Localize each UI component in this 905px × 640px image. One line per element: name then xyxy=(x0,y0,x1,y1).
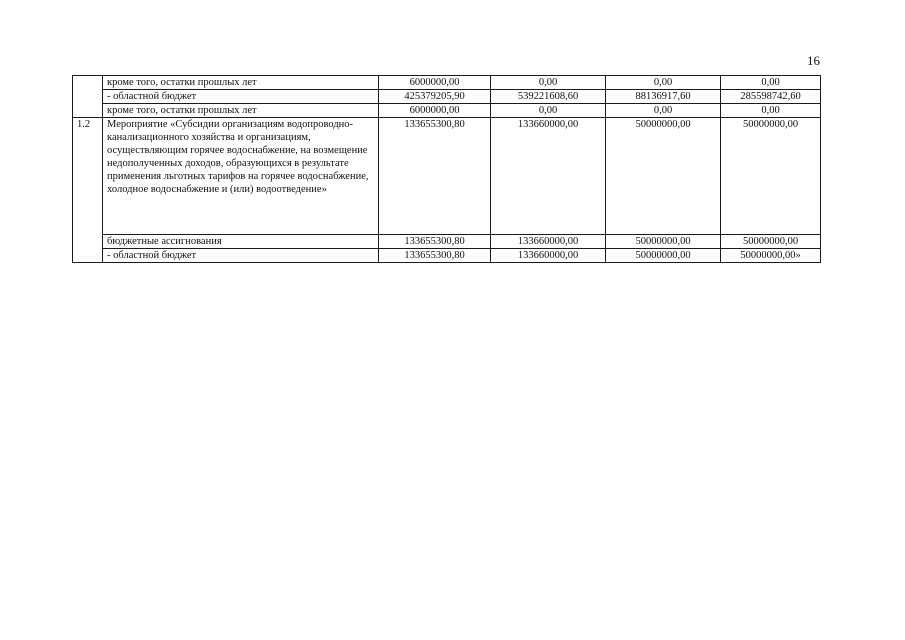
row-name-cell: кроме того, остатки прошлых лет xyxy=(103,104,379,118)
budget-table xyxy=(72,75,821,263)
value-cell-4: 50000000,00» xyxy=(721,249,821,263)
table-row xyxy=(73,118,821,235)
row-name-cell: бюджетные ассигнования xyxy=(103,235,379,249)
table-row xyxy=(73,249,821,263)
value-cell-3: 50000000,00 xyxy=(606,249,721,263)
value-cell-1: 425379205,90 xyxy=(379,90,491,104)
table-row xyxy=(73,76,821,90)
value-cell-2: 133660000,00 xyxy=(491,235,606,249)
value-cell-4: 50000000,00 xyxy=(721,118,821,235)
table-row xyxy=(73,235,821,249)
value-cell-2: 133660000,00 xyxy=(491,118,606,235)
value-cell-1: 133655300,80 xyxy=(379,235,491,249)
value-cell-1: 6000000,00 xyxy=(379,104,491,118)
value-cell-4: 0,00 xyxy=(721,76,821,90)
value-cell-1: 133655300,80 xyxy=(379,249,491,263)
row-name-cell: - областной бюджет xyxy=(103,249,379,263)
page-number: 16 xyxy=(807,53,820,68)
value-cell-2: 0,00 xyxy=(491,104,606,118)
value-cell-4: 50000000,00 xyxy=(721,235,821,249)
row-name-cell: Мероприятие «Субсидии организациям водопроводно-канализационного хозяйства и организациям, осуществляющим горячее водоснабжение, на возмещение недополученных доходов, образующихся в результате применения льготных тарифов на горячее водоснабжение, холодное водоснабжение и (или) водоотведение» xyxy=(103,118,379,235)
row-number-cell xyxy=(73,76,103,118)
row-number-cell: 1.2 xyxy=(73,118,103,263)
row-name-cell: - областной бюджет xyxy=(103,90,379,104)
value-cell-2: 539221608,60 xyxy=(491,90,606,104)
value-cell-4: 285598742,60 xyxy=(721,90,821,104)
value-cell-3: 0,00 xyxy=(606,104,721,118)
value-cell-3: 88136917,60 xyxy=(606,90,721,104)
value-cell-2: 0,00 xyxy=(491,76,606,90)
row-name-cell: кроме того, остатки прошлых лет xyxy=(103,76,379,90)
value-cell-3: 0,00 xyxy=(606,76,721,90)
value-cell-3: 50000000,00 xyxy=(606,118,721,235)
value-cell-1: 6000000,00 xyxy=(379,76,491,90)
value-cell-4: 0,00 xyxy=(721,104,821,118)
value-cell-3: 50000000,00 xyxy=(606,235,721,249)
value-cell-2: 133660000,00 xyxy=(491,249,606,263)
table-row xyxy=(73,90,821,104)
table-row xyxy=(73,104,821,118)
value-cell-1: 133655300,80 xyxy=(379,118,491,235)
